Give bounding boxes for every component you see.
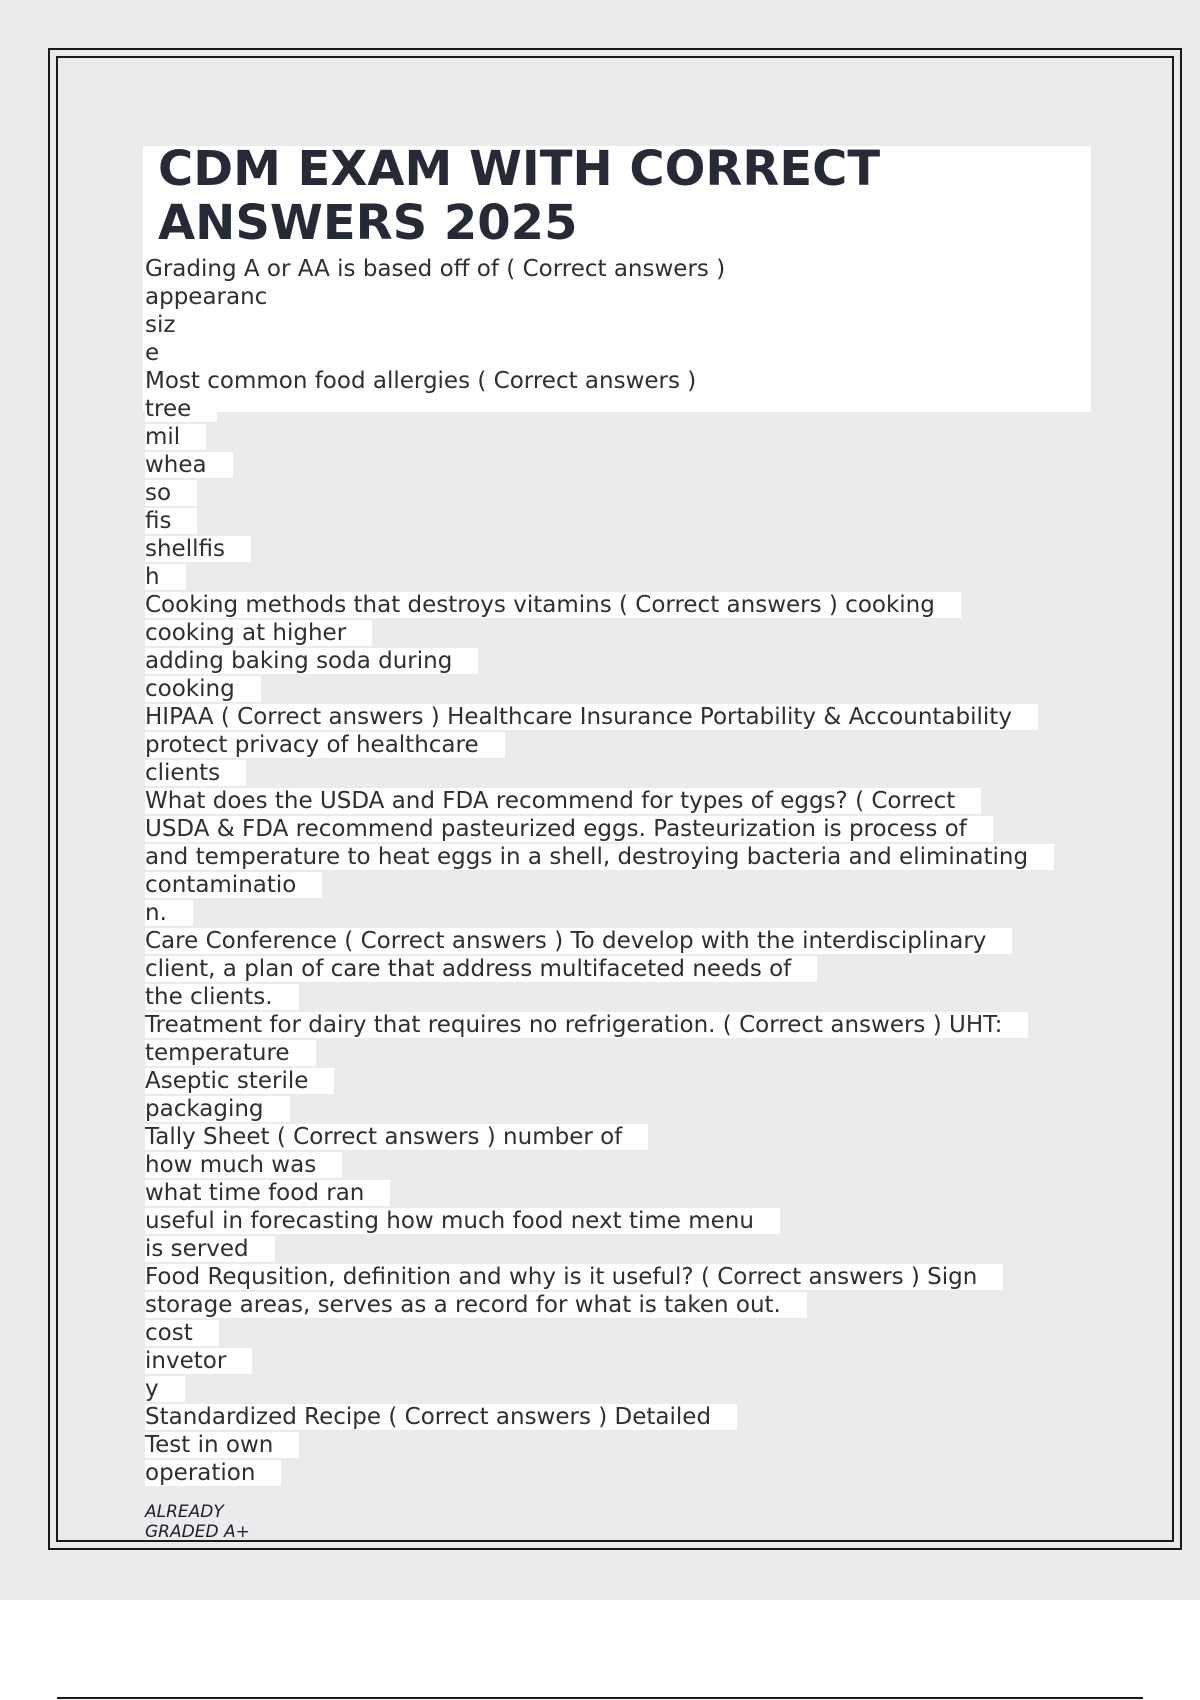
text-line: USDA & FDA recommend pasteurized eggs. Pasteurization is process of <box>145 815 1105 843</box>
text-line: siz <box>145 311 1105 339</box>
text-line: temperature <box>145 1039 1105 1067</box>
text-line: Care Conference ( Correct answers ) To develop with the interdisciplinary <box>145 927 1105 955</box>
text-line: cooking <box>145 675 1105 703</box>
text-line: Grading A or AA is based off of ( Correct answers ) <box>145 255 1105 283</box>
text-line: adding baking soda during <box>145 647 1105 675</box>
text-line: storage areas, serves as a record for what is taken out. <box>145 1291 1105 1319</box>
text-line: h <box>145 563 1105 591</box>
text-line: operation <box>145 1459 1105 1487</box>
text-line: HIPAA ( Correct answers ) Healthcare Insurance Portability & Accountability <box>145 703 1105 731</box>
graded-note <box>145 1502 445 1542</box>
document-body <box>145 255 1105 1487</box>
text-line: client, a plan of care that address multifaceted needs of <box>145 955 1105 983</box>
text-line: Tally Sheet ( Correct answers ) number of <box>145 1123 1105 1151</box>
text-line: contaminatio <box>145 871 1105 899</box>
text-line: n. <box>145 899 1105 927</box>
text-line: e <box>145 339 1105 367</box>
text-line: fis <box>145 507 1105 535</box>
text-line: Treatment for dairy that requires no refrigeration. ( Correct answers ) UHT: <box>145 1011 1105 1039</box>
text-line: Cooking methods that destroys vitamins ( Correct answers ) cooking <box>145 591 1105 619</box>
text-line: y <box>145 1375 1105 1403</box>
text-line: cooking at higher <box>145 619 1105 647</box>
text-line: clients <box>145 759 1105 787</box>
text-line: Test in own <box>145 1431 1105 1459</box>
text-line: mil <box>145 423 1105 451</box>
text-line: What does the USDA and FDA recommend for types of eggs? ( Correct <box>145 787 1105 815</box>
graded-note-line: GRADED A+ <box>145 1522 250 1542</box>
text-line: Standardized Recipe ( Correct answers ) Detailed <box>145 1403 1105 1431</box>
text-line: whea <box>145 451 1105 479</box>
text-line: is served <box>145 1235 1105 1263</box>
page-title: CDM EXAM WITH CORRECT ANSWERS 2025 <box>158 141 881 251</box>
text-line: invetor <box>145 1347 1105 1375</box>
text-line: the clients. <box>145 983 1105 1011</box>
text-line: what time food ran <box>145 1179 1105 1207</box>
text-line: Food Requsition, definition and why is it useful? ( Correct answers ) Sign <box>145 1263 1105 1291</box>
text-line: how much was <box>145 1151 1105 1179</box>
text-line: appearanc <box>145 283 1105 311</box>
text-line: cost <box>145 1319 1105 1347</box>
text-line: Most common food allergies ( Correct answers ) <box>145 367 1105 395</box>
graded-note-line: ALREADY <box>145 1502 224 1522</box>
text-line: tree <box>145 395 1105 423</box>
text-line: and temperature to heat eggs in a shell, destroying bacteria and eliminating <box>145 843 1105 871</box>
text-line: shellfis <box>145 535 1105 563</box>
text-line: so <box>145 479 1105 507</box>
bottom-divider <box>57 1697 1143 1699</box>
text-line: useful in forecasting how much food next time menu <box>145 1207 1105 1235</box>
text-line: protect privacy of healthcare <box>145 731 1105 759</box>
text-line: packaging <box>145 1095 1105 1123</box>
text-line: Aseptic sterile <box>145 1067 1105 1095</box>
